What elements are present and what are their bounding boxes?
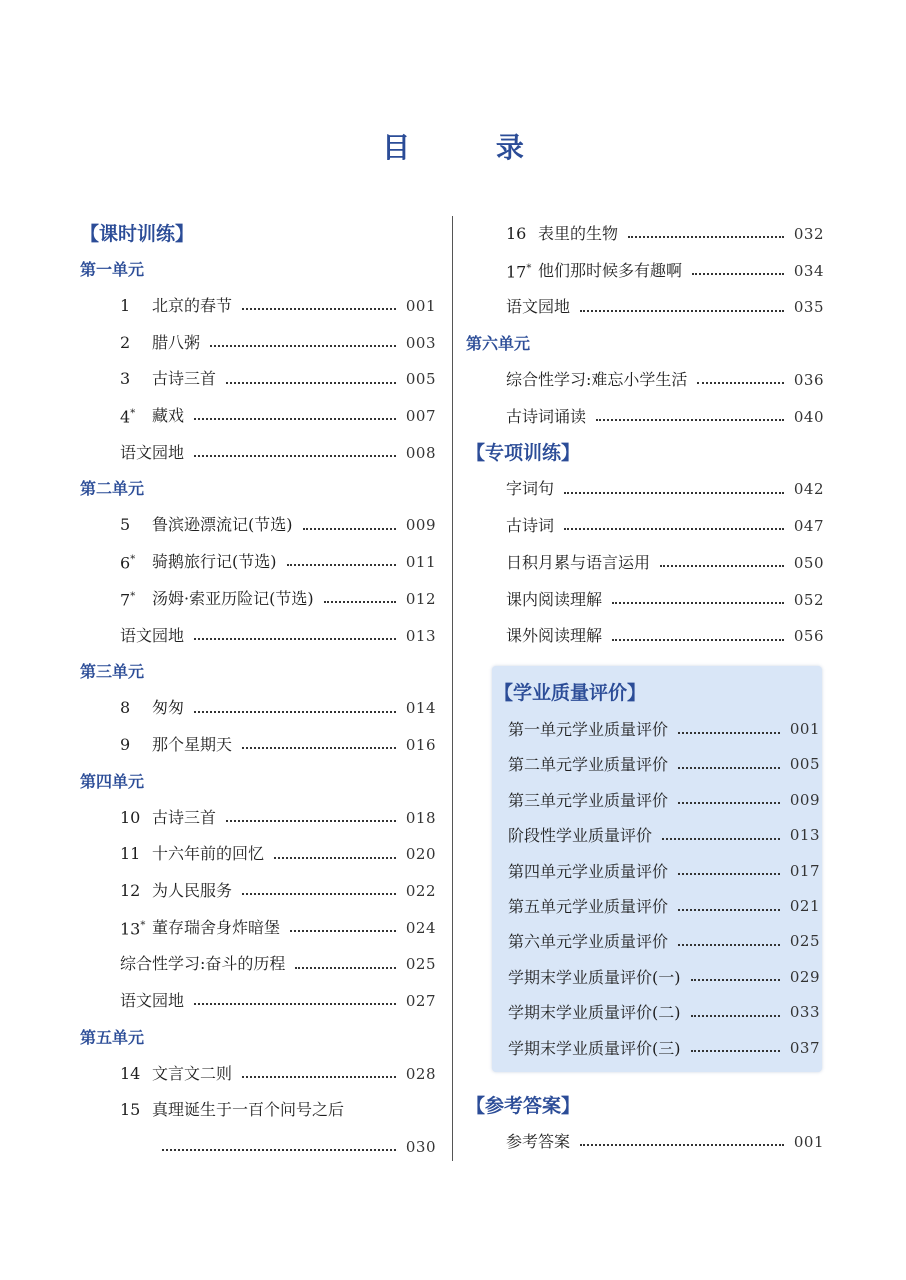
- entry-title: 古诗三首: [152, 807, 217, 827]
- entry-page: 012: [405, 589, 436, 608]
- extended-reading-mark: *: [130, 408, 136, 420]
- entry-page: 040: [793, 407, 824, 426]
- dot-leader: [194, 1003, 396, 1005]
- dot-leader: [226, 382, 396, 384]
- entry-page: 028: [405, 1064, 436, 1083]
- entry-page: 029: [789, 967, 820, 986]
- entry-title: 第三单元学业质量评价: [508, 790, 669, 810]
- entry-page: 021: [789, 896, 820, 915]
- toc-entry[interactable]: [80, 618, 436, 655]
- toc-entry[interactable]: [508, 889, 820, 924]
- entry-page: 009: [789, 790, 820, 809]
- entry-page: 025: [405, 955, 436, 974]
- dot-leader: [242, 308, 396, 310]
- toc-entry[interactable]: [80, 800, 436, 837]
- toc-entry[interactable]: [80, 435, 436, 472]
- dot-leader: [678, 873, 780, 875]
- toc-entry[interactable]: [466, 362, 824, 399]
- entry-number: 6*: [120, 553, 136, 573]
- toc-entry[interactable]: [80, 544, 436, 581]
- toc-entry[interactable]: [508, 818, 820, 853]
- toc-entry[interactable]: [508, 995, 820, 1030]
- dot-leader: [564, 492, 784, 494]
- entry-number: 10: [120, 807, 141, 827]
- entry-title: 十六年前的回忆: [152, 844, 265, 864]
- toc-entry[interactable]: [80, 288, 436, 325]
- entry-title: 为人民服务: [152, 880, 233, 900]
- entry-title: 第二单元学业质量评价: [508, 755, 669, 775]
- entry-title: 北京的春节: [152, 296, 233, 315]
- toc-entry[interactable]: [466, 253, 824, 290]
- toc-entry[interactable]: [80, 507, 436, 544]
- dot-leader: [678, 944, 780, 946]
- entry-page: 005: [405, 370, 436, 389]
- entry-number: 9: [120, 734, 131, 754]
- entry-page: 016: [405, 735, 436, 754]
- dot-leader: [194, 418, 396, 420]
- toc-entry[interactable]: [466, 1124, 824, 1161]
- entry-title: 第五单元学业质量评价: [508, 896, 669, 916]
- toc-entry[interactable]: [466, 508, 824, 545]
- entry-title: 文言文二则: [152, 1063, 233, 1083]
- entry-number: 17*: [506, 262, 532, 282]
- toc-entry[interactable]: [466, 582, 824, 619]
- toc-entry[interactable]: [466, 289, 824, 326]
- entry-page: 052: [793, 590, 824, 609]
- entry-title: 那个星期天: [152, 734, 233, 754]
- dot-leader: [242, 747, 396, 749]
- unit-heading: 第一单元: [80, 260, 145, 279]
- extended-reading-mark: *: [526, 263, 532, 275]
- entry-number: 1: [120, 296, 131, 315]
- toc-entry[interactable]: [466, 399, 824, 436]
- dot-leader: [660, 565, 784, 567]
- entry-title: 课外阅读理解: [506, 626, 603, 646]
- entry-page: 032: [793, 225, 824, 243]
- entry-page: 025: [789, 932, 820, 951]
- dot-leader: [596, 419, 784, 421]
- dot-leader: [162, 1149, 396, 1151]
- dot-leader: [194, 455, 396, 457]
- toc-entry-continuation[interactable]: [80, 1129, 436, 1166]
- dot-leader: [290, 930, 396, 932]
- toc-entry[interactable]: [80, 727, 436, 764]
- entry-page: 013: [405, 626, 436, 645]
- dot-leader: [194, 711, 396, 713]
- toc-entry[interactable]: [80, 581, 436, 618]
- entry-number: 13*: [120, 919, 146, 939]
- dot-leader: [628, 236, 784, 238]
- entry-page: 020: [405, 845, 436, 864]
- entry-title: 古诗词诵读: [506, 406, 587, 426]
- toc-entry[interactable]: [466, 216, 824, 253]
- entry-page: 005: [789, 755, 820, 774]
- toc-entry[interactable]: [466, 471, 824, 508]
- entry-page: 011: [405, 553, 436, 572]
- toc-entry[interactable]: [80, 690, 436, 727]
- entry-page: 035: [793, 298, 824, 317]
- dot-leader: [194, 638, 396, 640]
- entry-number: 5: [120, 515, 131, 535]
- entry-page: 056: [793, 627, 824, 646]
- toc-entry[interactable]: [508, 924, 820, 959]
- toc-entry[interactable]: [80, 983, 436, 1020]
- entry-title: 参考答案: [506, 1132, 571, 1151]
- entry-page: 022: [405, 881, 436, 900]
- right-column: [466, 216, 824, 655]
- dot-leader: [303, 528, 396, 530]
- entry-title: 课内阅读理解: [506, 589, 603, 609]
- toc-entry[interactable]: [80, 836, 436, 873]
- toc-entry[interactable]: [80, 873, 436, 910]
- dot-leader: [678, 732, 780, 734]
- entry-number: 16: [506, 224, 527, 243]
- page-title: 目 录: [382, 131, 562, 164]
- toc-entry[interactable]: [80, 325, 436, 362]
- entry-title: 字词句: [506, 479, 555, 499]
- entry-title: 第六单元学业质量评价: [508, 932, 669, 952]
- dot-leader: [287, 564, 396, 566]
- dot-leader: [612, 602, 784, 604]
- entry-page: 013: [789, 826, 820, 845]
- left-column: [80, 216, 436, 1166]
- entry-title: 语文园地: [506, 297, 571, 317]
- entry-title: 藏戏: [152, 406, 185, 426]
- entry-title: 董存瑞舍身炸暗堡: [152, 917, 281, 937]
- dot-leader: [580, 1144, 784, 1146]
- entry-title: 真理诞生于一百个问号之后: [152, 1100, 345, 1120]
- dot-leader: [226, 820, 396, 822]
- dot-leader: [242, 1076, 396, 1078]
- dot-leader: [691, 1050, 780, 1052]
- toc-entry[interactable]: [80, 946, 436, 983]
- entry-page: 050: [793, 553, 824, 572]
- toc-entry[interactable]: [508, 960, 820, 995]
- entry-page: 037: [789, 1038, 820, 1057]
- toc-entry[interactable]: [508, 747, 820, 782]
- toc-entry[interactable]: [466, 618, 824, 655]
- entry-title: 腊八粥: [152, 332, 201, 352]
- toc-entry[interactable]: [508, 712, 820, 747]
- dot-leader: [692, 273, 784, 275]
- entry-title: 古诗三首: [152, 369, 217, 389]
- dot-leader: [580, 310, 784, 312]
- unit-heading: 第六单元: [466, 334, 531, 354]
- section-heading-evaluation: 【学业质量评价】: [494, 682, 647, 704]
- section-heading-special: 【专项训练】: [466, 442, 581, 465]
- quality-evaluation-list: [494, 674, 820, 1066]
- extended-reading-mark: *: [140, 919, 146, 931]
- entry-number: 15: [120, 1100, 141, 1120]
- section-heading-answers: 【参考答案】: [466, 1095, 581, 1117]
- entry-title: 匆匆: [152, 698, 185, 718]
- entry-number: 8: [120, 698, 131, 718]
- dot-leader: [678, 767, 780, 769]
- entry-title: 第一单元学业质量评价: [508, 720, 669, 739]
- dot-leader: [295, 967, 395, 969]
- entry-page: 008: [405, 443, 436, 462]
- dot-leader: [242, 893, 396, 895]
- answer-block: [466, 1088, 824, 1161]
- entry-number: 14: [120, 1063, 141, 1083]
- dot-leader: [678, 909, 780, 911]
- entry-page: 017: [789, 861, 820, 880]
- dot-leader: [691, 979, 780, 981]
- entry-page: 001: [405, 297, 436, 315]
- entry-page: 036: [793, 371, 824, 390]
- entry-number: 3: [120, 369, 131, 389]
- entry-page: 034: [793, 261, 824, 280]
- entry-number: 11: [120, 844, 141, 864]
- entry-title: 日积月累与语言运用: [506, 552, 651, 572]
- entry-title: 学期末学业质量评价(一): [508, 967, 681, 987]
- entry-page: 033: [789, 1003, 820, 1022]
- unit-heading: 第四单元: [80, 771, 145, 791]
- entry-number: 2: [120, 332, 131, 352]
- dot-leader: [210, 345, 396, 347]
- entry-page: 018: [405, 808, 436, 827]
- entry-title: 语文园地: [120, 991, 185, 1010]
- dot-leader: [678, 802, 780, 804]
- toc-entry[interactable]: [508, 783, 820, 818]
- dot-leader: [564, 528, 784, 530]
- entry-title: 综合性学习:奋斗的历程: [120, 954, 286, 974]
- entry-page: 024: [405, 918, 436, 937]
- entry-page: 014: [405, 699, 436, 718]
- extended-reading-mark: *: [130, 554, 136, 566]
- entry-title: 骑鹅旅行记(节选): [152, 552, 277, 572]
- column-divider: [452, 216, 453, 1161]
- entry-title: 阶段性学业质量评价: [508, 826, 653, 846]
- entry-page: 047: [793, 517, 824, 536]
- toc-entry[interactable]: [80, 1056, 436, 1093]
- toc-entry-title-line[interactable]: [80, 1092, 436, 1129]
- entry-page: 009: [405, 516, 436, 535]
- entry-title: 学期末学业质量评价(二): [508, 1003, 681, 1023]
- section-heading-lessons: 【课时训练】: [80, 223, 195, 245]
- unit-heading: 第五单元: [80, 1027, 145, 1047]
- entry-title: 鲁滨逊漂流记(节选): [152, 515, 293, 535]
- entry-title: 第四单元学业质量评价: [508, 861, 669, 881]
- entry-number: 7*: [120, 590, 136, 610]
- unit-heading: 第三单元: [80, 662, 145, 682]
- entry-title: 学期末学业质量评价(三): [508, 1038, 681, 1058]
- entry-title: 汤姆·索亚历险记(节选): [152, 588, 314, 608]
- entry-title: 他们那时候多有趣啊: [538, 260, 683, 280]
- entry-page: 007: [405, 407, 436, 426]
- entry-page: 001: [793, 1133, 824, 1151]
- dot-leader: [612, 639, 784, 641]
- toc-entry[interactable]: [80, 398, 436, 435]
- extended-reading-mark: *: [130, 591, 136, 603]
- dot-leader: [697, 382, 783, 384]
- toc-entry[interactable]: [508, 1031, 820, 1066]
- entry-title: 语文园地: [120, 442, 185, 462]
- unit-heading: 第二单元: [80, 479, 145, 499]
- entry-title: 表里的生物: [538, 224, 619, 243]
- dot-leader: [691, 1015, 780, 1017]
- toc-entry[interactable]: [80, 361, 436, 398]
- toc-entry[interactable]: [80, 910, 436, 947]
- entry-title: 语文园地: [120, 625, 185, 645]
- dot-leader: [662, 838, 780, 840]
- toc-entry[interactable]: [508, 854, 820, 889]
- entry-page: 003: [405, 333, 436, 352]
- entry-title: 综合性学习:难忘小学生活: [506, 370, 688, 390]
- entry-page: 027: [405, 992, 436, 1010]
- toc-entry[interactable]: [466, 545, 824, 582]
- dot-leader: [274, 857, 396, 859]
- entry-page: 001: [789, 720, 820, 738]
- entry-page: 042: [793, 480, 824, 499]
- entry-page: 030: [405, 1138, 436, 1157]
- entry-number: 4*: [120, 407, 136, 427]
- dot-leader: [324, 601, 396, 603]
- entry-number: 12: [120, 880, 141, 900]
- entry-title: 古诗词: [506, 516, 555, 536]
